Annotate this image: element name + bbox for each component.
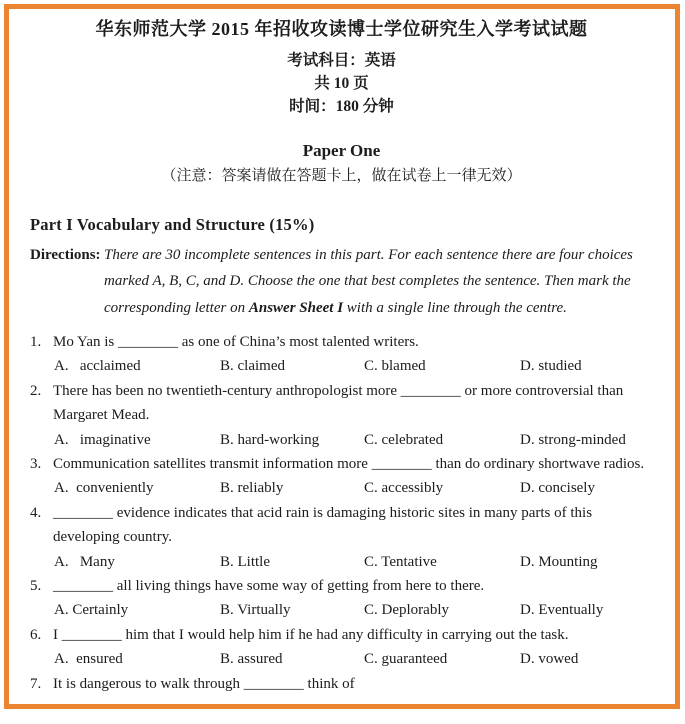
question-7 — [30, 672, 653, 696]
question-3 — [30, 452, 653, 476]
answer-sheet-notice: （注意：答案请做在答题卡上，做在试卷上一律无效） — [161, 168, 522, 184]
option-6-a: A. ensured — [54, 651, 123, 668]
exam-subject: 考试科目：英语 — [287, 52, 396, 69]
question-3-text: Communication satellites transmit information more ________ than do ordinary shortwave radios. — [53, 455, 645, 472]
option-5-c: C. Deplorably — [364, 602, 449, 619]
question-7-text: It is dangerous to walk through ________ think of — [53, 675, 355, 692]
directions-text-before: There are 30 incomplete sentences in this part. For each sentence there are four choices marked A, B, C, and D. Choose the one that best completes the sentence. Then mark the corresponding letter on — [104, 247, 633, 316]
option-2-b: B. hard-working — [220, 431, 320, 448]
option-2-c: C. celebrated — [364, 431, 444, 448]
question-5-text: ________ all living things have some way of getting from here to there. — [53, 577, 485, 594]
option-4-c: C. Tentative — [364, 553, 437, 570]
option-3-b: B. reliably — [220, 480, 284, 497]
exam-meta — [30, 49, 653, 118]
option-6-c: C. guaranteed — [364, 651, 448, 668]
option-5-b: B. Virtually — [220, 602, 291, 619]
directions-text — [104, 242, 653, 321]
option-3-d: D. concisely — [520, 480, 595, 497]
question-2 — [30, 379, 653, 428]
question-1 — [30, 330, 653, 354]
option-1-b: B. claimed — [220, 358, 285, 375]
option-1-d: D. studied — [520, 358, 582, 375]
option-4-d: D. Mounting — [520, 553, 598, 570]
option-1-c: C. blamed — [364, 358, 426, 375]
question-4-number: 4. — [30, 504, 42, 521]
question-3-number: 3. — [30, 455, 42, 472]
question-4-text: ________ evidence indicates that acid rain is damaging historic sites in many parts of this developing country. — [53, 504, 593, 546]
question-7-number: 7. — [30, 675, 42, 692]
option-4-a: A. Many — [54, 553, 115, 570]
option-3-a: A. conveniently — [54, 480, 154, 497]
directions-answer-sheet-ref: Answer Sheet I — [248, 299, 344, 316]
question-2-number: 2. — [30, 382, 42, 399]
question-2-text: There has been no twentieth-century anthropologist more ________ or more controversial than Margaret Mead. — [53, 382, 624, 424]
option-1-a: A. acclaimed — [54, 358, 141, 375]
question-6 — [30, 623, 653, 647]
option-5-a: A. Certainly — [54, 602, 129, 619]
question-5-number: 5. — [30, 577, 42, 594]
option-2-d: D. strong-minded — [520, 431, 626, 448]
directions-label: Directions: — [30, 247, 101, 263]
directions — [30, 242, 653, 321]
question-1-options — [30, 354, 653, 378]
question-1-text: Mo Yan is ________ as one of China’s most talented writers. — [53, 333, 419, 350]
option-4-b: B. Little — [220, 553, 270, 570]
paper-title: Paper One — [302, 141, 381, 160]
part1-heading: Part I Vocabulary and Structure (15%) — [30, 215, 315, 234]
question-6-text: I ________ him that I would help him if he had any difficulty in carrying out the task. — [53, 626, 569, 643]
option-3-c: C. accessibly — [364, 480, 444, 497]
question-4-options — [30, 550, 653, 574]
option-6-d: D. vowed — [520, 651, 579, 668]
question-2-options — [30, 428, 653, 452]
exam-title: 华东师范大学 2015 年招收攻读博士学位研究生入学考试试题 — [95, 19, 588, 39]
option-5-d: D. Eventually — [520, 602, 604, 619]
question-6-number: 6. — [30, 626, 42, 643]
question-list — [30, 330, 653, 696]
question-1-number: 1. — [30, 333, 42, 350]
exam-pages: 共 10 页 — [314, 75, 369, 92]
question-3-options — [30, 476, 653, 500]
exam-duration: 时间：180 分钟 — [289, 98, 394, 115]
option-2-a: A. imaginative — [54, 431, 151, 448]
question-5 — [30, 574, 653, 598]
option-6-b: B. assured — [220, 651, 283, 668]
question-5-options — [30, 598, 653, 622]
question-4 — [30, 501, 653, 550]
directions-text-after: with a single line through the centre. — [343, 299, 567, 316]
question-6-options — [30, 647, 653, 671]
